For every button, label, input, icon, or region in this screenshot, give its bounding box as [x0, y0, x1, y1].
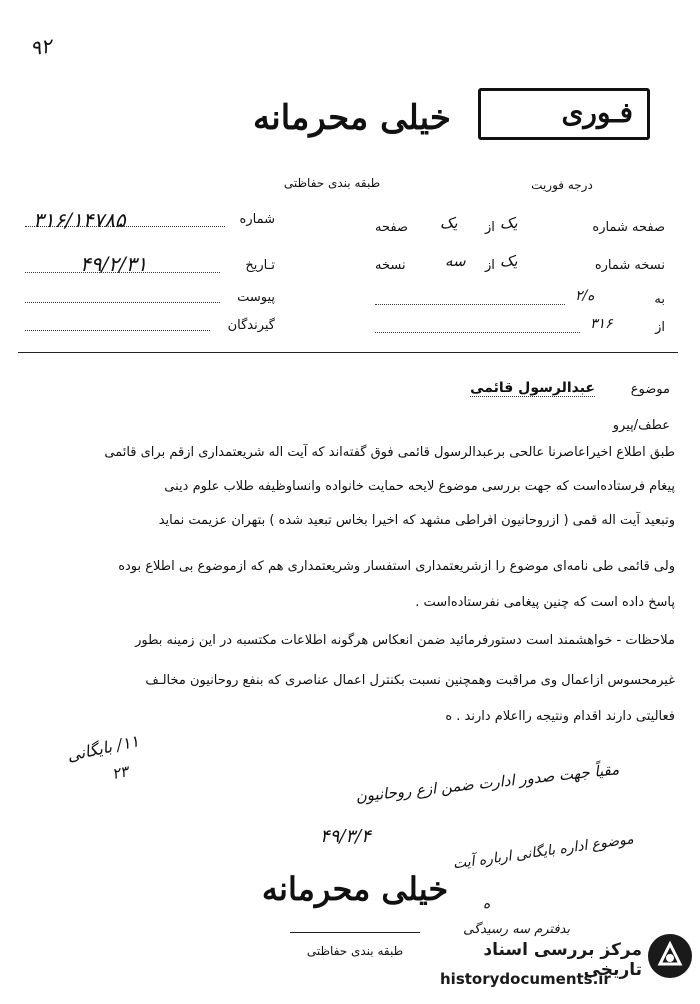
- recipients-field: [25, 318, 275, 338]
- recipients-dots: [25, 330, 210, 331]
- attachment-dots: [25, 302, 220, 303]
- body-line-5: پاسخ داده است که چنین پیغامی نفرستاده‌است .: [415, 595, 675, 610]
- from-value: ۳۱۶: [590, 316, 613, 332]
- copy-label: نسخه شماره: [594, 258, 665, 273]
- from-dots: [375, 332, 580, 333]
- body-line-3: وتبعید آیت اله قمی ( ازروحانیون افراطی مشهد که اخیرا بخاس تبعید شده ) بتهران عزیمت نماید: [158, 513, 675, 528]
- from-label: از: [655, 320, 665, 335]
- page-total: یک: [440, 214, 458, 232]
- number-label: شماره: [239, 212, 275, 227]
- handwritten-page-number: ۹۲: [28, 33, 54, 61]
- classification-label-top: طبقه بندی حفاظتی: [283, 176, 381, 190]
- copy-total: سه: [445, 252, 466, 270]
- watermark: [430, 930, 692, 996]
- subject-value: عبدالرسول قائمی: [470, 380, 595, 396]
- date-dots: [25, 272, 220, 273]
- copy-value: یک: [500, 252, 518, 270]
- body-line-8: فعالیتی دارند اقدام ونتیجه رااعلام دارند . ه: [445, 709, 675, 724]
- archive-note-number: ۲۳: [110, 762, 130, 784]
- reference-label: عطف/پیرو: [612, 418, 670, 433]
- number-value: ۳۱۶/۱۴۷۸۵: [33, 208, 126, 232]
- page-of: از: [485, 220, 495, 235]
- date-label: تـاریخ: [245, 258, 275, 273]
- date-value: ۴۹/۲/۳۱: [80, 252, 148, 276]
- watermark-url: historydocuments.ir: [440, 970, 611, 988]
- page-label: صفحه شماره: [592, 220, 665, 235]
- archive-note-text: ۱۱/ بایگانی: [65, 731, 141, 766]
- copy-suffix: نسخه: [375, 258, 406, 273]
- copy-of: از: [485, 258, 495, 273]
- page-number-field: [375, 214, 665, 242]
- subject-row: [420, 382, 670, 404]
- handwritten-note-line-3: ه: [483, 896, 491, 912]
- subject-label: موضوع: [630, 382, 670, 397]
- urgency-label: درجه فوریت: [531, 178, 593, 192]
- watermark-title: مرکز بررسی اسناد تاریخی: [483, 940, 642, 980]
- handwritten-note-line-1: مقیاً جهت صدور ادارت ضمن ازع روحانیون: [354, 760, 620, 806]
- copy-number-field: [375, 252, 665, 280]
- to-dots: [375, 304, 565, 305]
- urgency-stamp-text: فـوری: [561, 96, 633, 129]
- classification-label-bottom: طبقه بندی حفاظتی: [306, 944, 404, 958]
- classification-stamp-bottom: خیلی محرمانه: [261, 870, 449, 908]
- archive-logo-icon: [648, 934, 692, 978]
- handwritten-note-line-4: بدفترم سه رسیدگی: [463, 922, 570, 937]
- handwritten-note-archive: [65, 727, 169, 801]
- body-line-7: غیرمحسوس ازاعمال وی مراقبت وهمچنین نسبت بکنترل اعمال عناصری که بنفع روحانیون مخالـف: [145, 673, 675, 688]
- from-field: [375, 316, 665, 342]
- classification-stamp-top: خیلی محرمانه: [253, 98, 451, 138]
- urgency-stamp: [478, 88, 650, 140]
- recipients-label: گیرندگان: [227, 318, 275, 333]
- body-line-1: طبق اطلاع اخیراعاصرنا عالحی برعبدالرسول قائمی فوق گفته‌اند که آیت اله شریعتمداری ازقم برای قائمی: [104, 445, 675, 460]
- header-divider: [18, 352, 678, 353]
- handwritten-note-line-2: موضوع اداره بایگانی ارباره آیت: [452, 831, 635, 873]
- date-field: [25, 252, 275, 278]
- footer-divider: [290, 932, 420, 933]
- body-line-4: ولی قائمی طی نامه‌ای موضوع را ازشریعتمداری استفسار وشریعتمداری هم که ازموضوع بی اطلاع بوده: [118, 559, 675, 574]
- attachment-label: پیوست: [237, 290, 275, 305]
- to-value: ۲/ه: [575, 288, 595, 304]
- to-label: به: [654, 292, 665, 307]
- body-line-6: ملاحظات - خواهشمند است دستورفرمائید ضمن انعکاس هرگونه اطلاعات مکتسبه در این زمینه بطور: [135, 633, 675, 648]
- number-dots: [25, 226, 225, 227]
- page-value: یک: [500, 214, 518, 232]
- to-field: [375, 288, 665, 314]
- body-line-2: پیغام فرستاده‌است که جهت بررسی موضوع لایحه حمایت خانواده وانساوظیفه طلاب علوم دینی: [164, 479, 675, 494]
- attachment-field: [25, 290, 275, 310]
- page-suffix: صفحه: [375, 220, 408, 235]
- handwritten-note-date: ۴۹/۳/۴: [320, 826, 371, 847]
- number-field: [25, 208, 275, 232]
